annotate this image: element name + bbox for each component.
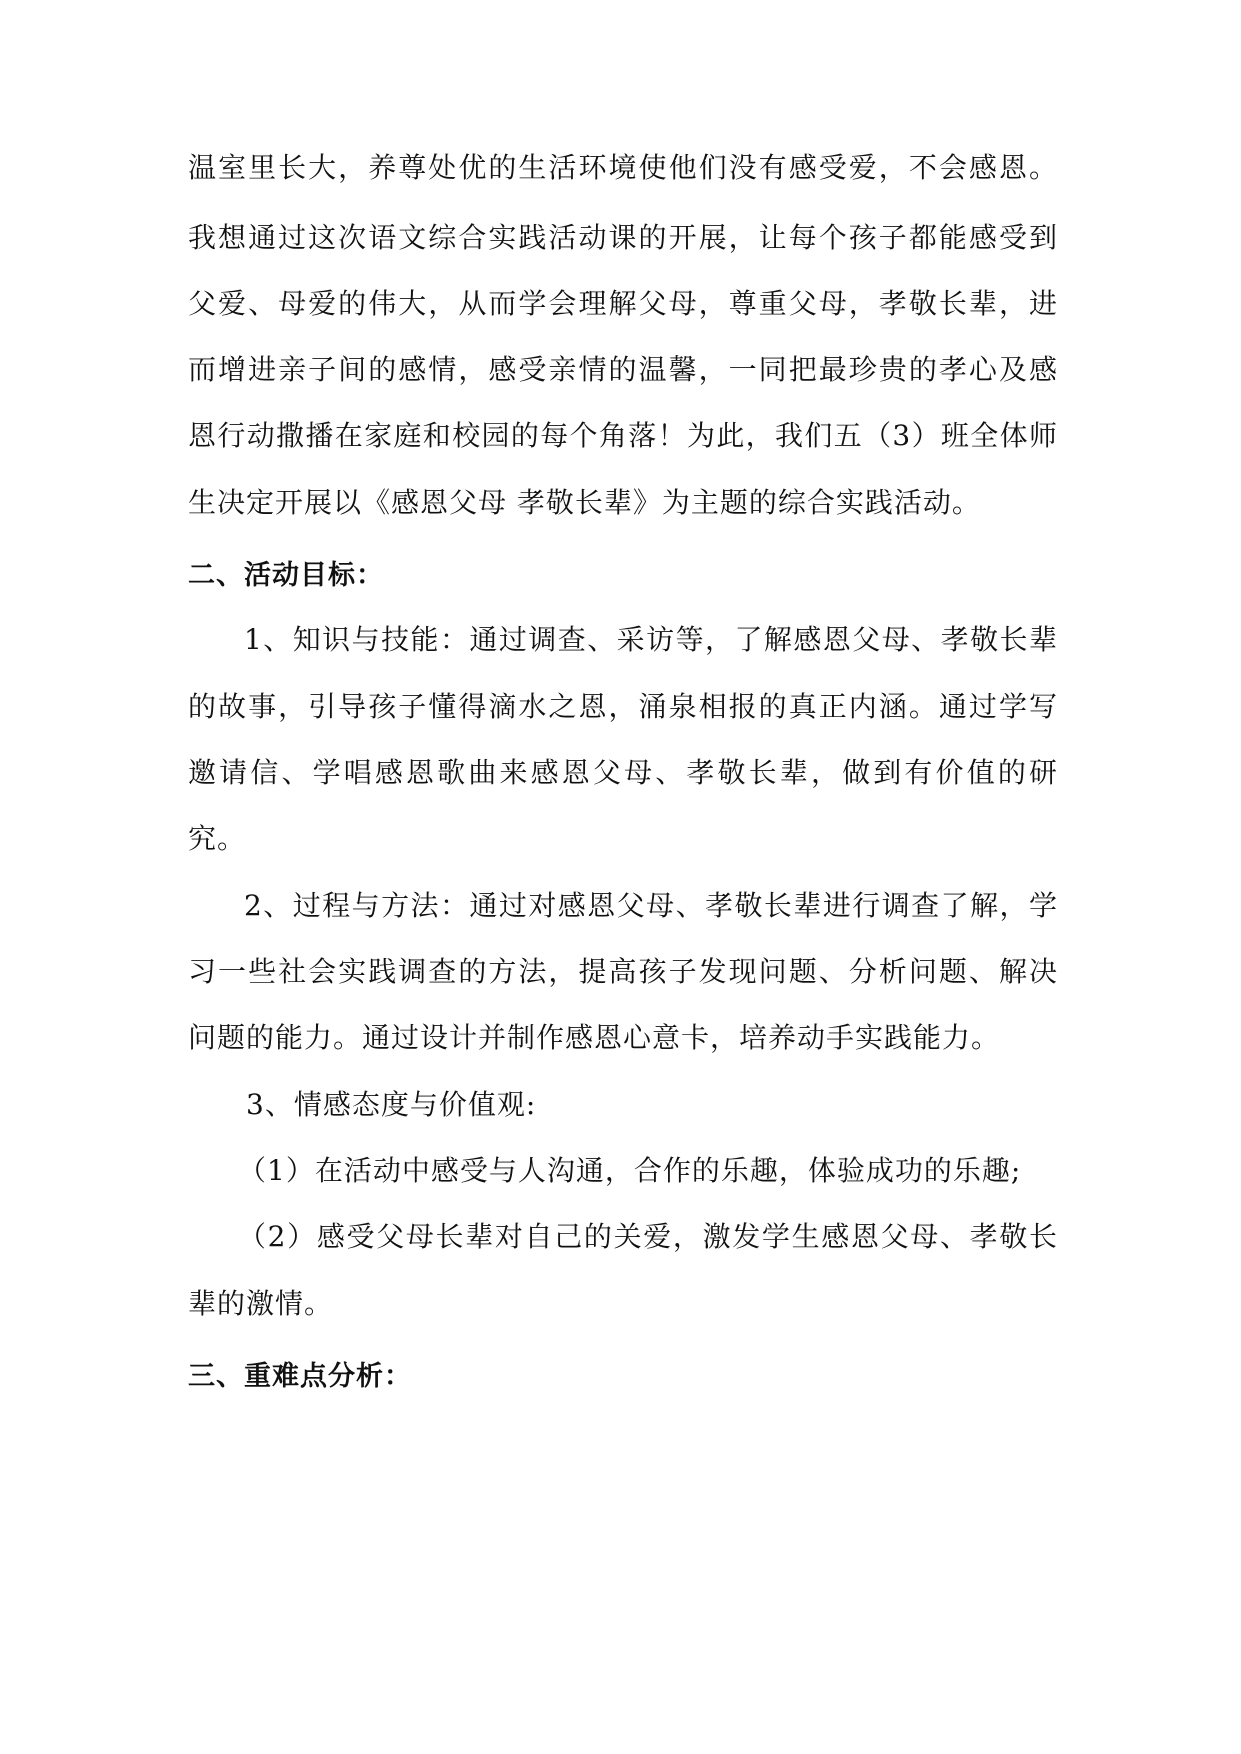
intro-line-1: 温室里长大，养尊处优的生活环境使他们没有感受爱，不会感恩。: [188, 151, 1058, 184]
section-2-heading: 二、活动目标：: [188, 560, 384, 591]
goal-1-line-1: 1、知识与技能：通过调查、采访等，了解感恩父母、孝敬长辈: [244, 623, 1058, 656]
goal-1-line-4: 究。: [188, 822, 247, 855]
section-3-heading: 三、重难点分析：: [188, 1361, 412, 1392]
intro-line-4: 而增进亲子间的感情，感受亲情的温馨，一同把最珍贵的孝心及感: [188, 353, 1058, 386]
goal-3-title: 3、情感态度与价值观:: [246, 1088, 537, 1121]
goal-2-line-3: 问题的能力。通过设计并制作感恩心意卡，培养动手实践能力。: [188, 1021, 1001, 1054]
goal-2-line-2: 习一些社会实践调查的方法，提高孩子发现问题、分析问题、解决: [188, 955, 1058, 988]
goal-1-line-3: 邀请信、学唱感恩歌曲来感恩父母、孝敬长辈，做到有价值的研: [188, 756, 1058, 789]
intro-line-6: 生决定开展以《感恩父母 孝敬长辈》为主题的综合实践活动。: [188, 486, 981, 519]
goal-1-line-2: 的故事，引导孩子懂得滴水之恩，涌泉相报的真正内涵。通过学写: [188, 690, 1058, 723]
goal-3-sub-1: （1）在活动中感受与人沟通，合作的乐趣，体验成功的乐趣;: [238, 1154, 1022, 1187]
goal-2-line-1: 2、过程与方法：通过对感恩父母、孝敬长辈进行调查了解，学: [244, 889, 1058, 922]
intro-line-2: 我想通过这次语文综合实践活动课的开展，让每个孩子都能感受到: [188, 221, 1058, 254]
intro-line-3: 父爱、母爱的伟大，从而学会理解父母，尊重父母，孝敬长辈，进: [188, 287, 1058, 320]
goal-3-sub-2-line-1: （2）感受父母长辈对自己的关爱，激发学生感恩父母、孝敬长: [238, 1220, 1058, 1253]
goal-3-sub-2-line-2: 辈的激情。: [188, 1287, 334, 1320]
intro-line-5: 恩行动撒播在家庭和校园的每个角落！为此，我们五（3）班全体师: [188, 419, 1058, 452]
